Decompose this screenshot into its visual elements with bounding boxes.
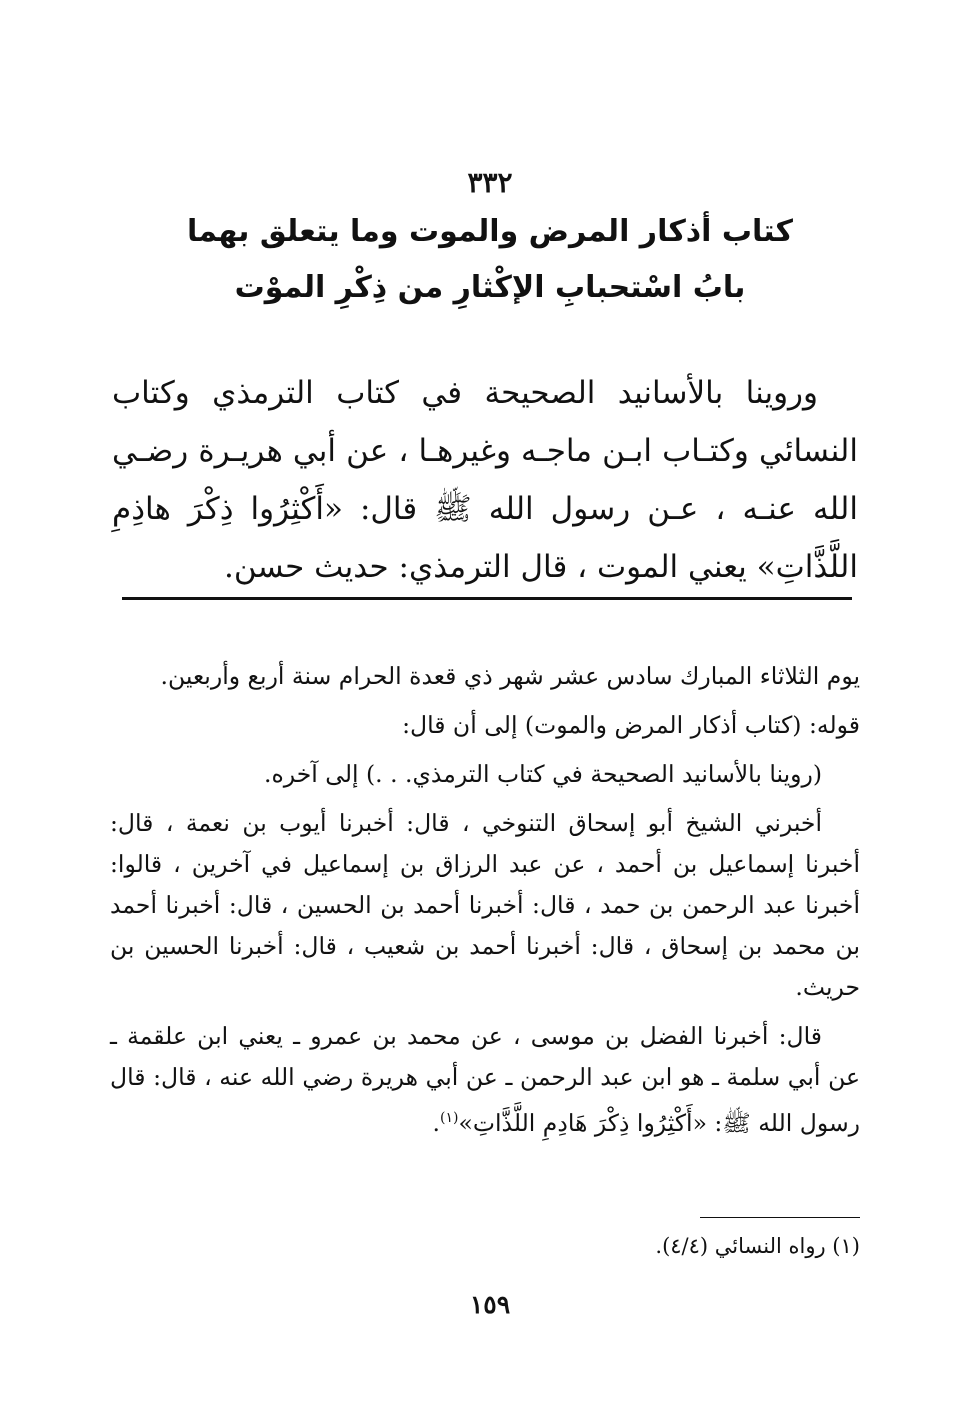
hadith-number: ٣٣٢: [467, 166, 513, 199]
section-divider: [122, 597, 852, 600]
page-number: ١٥٩: [469, 1290, 511, 1319]
commentary-paragraph: [110, 1016, 860, 1144]
footnote: (١) رواه النسائي (٤/٤).: [655, 1234, 860, 1258]
commentary-paragraph: أخبرني الشيخ أبو إسحاق التنوخي ، قال: أخبرنا أيوب بن نعمة ، قال: أخبرنا إسماعيل بن أحمد ، عن عبد الرزاق بن إسماعيل في آخرين ، قالوا: أخبرنا عبد الرحمن بن حمد ، قال: أخبرنا أحمد بن الحسين ، قال: أخبرنا أحمد بن محمد بن إسحاق ، قال: أخبرنا أحمد بن شعيب ، قال: أخبرنا الحسين بن حريث.: [110, 809, 860, 1001]
commentary-paragraph-end: .: [432, 1108, 441, 1137]
book-title: كتاب أذكار المرض والموت وما يتعلق بهما: [186, 214, 794, 249]
chapter-title: بابُ اسْتحبابِ الإكْثارِ من ذِكْرِ الموْت: [234, 270, 746, 305]
commentary: [110, 656, 860, 1152]
footnote-marker: (١): [440, 1110, 459, 1126]
commentary-paragraph: يوم الثلاثاء المبارك سادس عشر شهر ذي قعدة الحرام سنة أربع وأربعين.: [160, 662, 860, 690]
footnote-divider: [700, 1217, 860, 1218]
commentary-paragraph: (روينا بالأسانيد الصحيحة في كتاب الترمذي. . .) إلى آخره.: [263, 760, 822, 788]
commentary-paragraph: قوله: (كتاب أذكار المرض والموت) إلى أن قال:: [402, 711, 860, 739]
main-text: وروينا بالأسانيد الصحيحة في كتاب الترمذي وكتاب النسائي وكتـاب ابـن ماجـه وغيرهـا ، عن أبي هريـرة رضـي الله عنـه ، عـن رسول الله ﷺ قال: «أَكْثِرُوا ذِكْرَ هاذِمِ اللَّذَّاتِ» يعني الموت ، قال الترمذي: حديث حسن.: [112, 375, 858, 585]
commentary-paragraph-text: قال: أخبرنا الفضل بن موسى ، عن محمد بن عمرو ـ يعني ابن علقمة ـ عن أبي سلمة ـ هو ابن عبد الرحمن ـ عن أبي هريرة رضي الله عنه ، قال: قال رسول الله ﷺ: «أَكْثِرُوا ذِكْرَ هَادِمِ اللَّذَّاتِ»: [110, 1022, 860, 1137]
